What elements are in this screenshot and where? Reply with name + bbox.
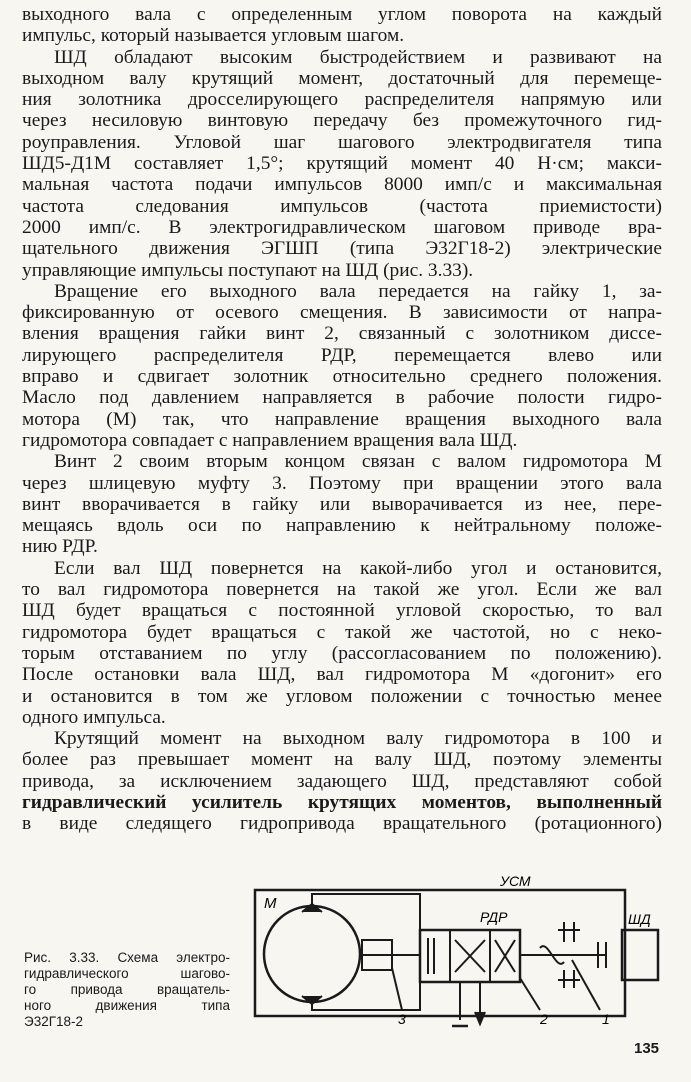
label-rdr: РДР: [480, 909, 508, 925]
text-line: в виде следящего гидропривода вращательного (ротационного): [22, 813, 662, 835]
stepper-motor: [622, 930, 658, 980]
text-line: торым отставанием по углу (рассогласованием по положению).: [22, 642, 662, 664]
text-line: ШД5-Д1М составляет 1,5°; крутящий момент 40 Н·см; макси-: [22, 153, 662, 175]
label-usm: УСМ: [500, 873, 531, 889]
text-line: Масло под давлением направляется в рабочие полости гидро-: [22, 387, 662, 409]
text-line: щательного движения ЭГШП (типа Э32Г18-2) электрические: [22, 238, 662, 260]
text-line: гидромотора будет вращаться с такой же частотой, но с неко-: [22, 621, 662, 643]
label-num-2: 2: [540, 1011, 548, 1027]
text-line: выходного вала с определенным углом поворота на каждый: [22, 4, 662, 25]
text-line: через шлицевую муфту 3. Поэтому при вращении этого вала: [22, 472, 662, 494]
caption-line: го привода вращатель-: [24, 982, 230, 997]
text-line: привода, за исключением задающего ШД, представляют собой: [22, 770, 662, 792]
text-line: ния золотника дросселирующего распределителя напрямую или: [22, 89, 662, 111]
text-line: то вал гидромотора повернется на такой же угол. Если же вал: [22, 579, 662, 601]
text-line: винт вворачивается в гайку или выворачивается из нее, пере-: [22, 493, 662, 515]
text-line: Крутящий момент на выходном валу гидромотора в 100 и: [54, 728, 662, 750]
text-line-bold-term: гидравлический усилитель крутящих моментов, выполненный: [22, 791, 662, 813]
label-shd: ШД: [628, 911, 651, 927]
text-line: частота следования импульсов (частота приемистости): [22, 195, 662, 217]
page-number: 135: [634, 1040, 660, 1057]
text-line: через несиловую винтовую передачу без промежуточного гид-: [22, 110, 662, 132]
label-motor: М: [264, 895, 277, 912]
text-line: гидромотора совпадает с направлением вращения вала ШД.: [22, 429, 518, 451]
body-text: [22, 4, 662, 835]
text-line: одного импульса.: [22, 706, 166, 728]
text-line: вления вращения гайки винт 2, связанный с золотником диссе-: [22, 323, 662, 345]
text-line: фиксированную от осевого смещения. В зависимости от напра-: [22, 302, 662, 324]
text-line: и остановится в том же угловом положении с точностью менее: [22, 685, 662, 707]
caption-line: Э32Г18-2: [24, 1014, 84, 1029]
figure-caption: [24, 950, 230, 1030]
text-line: вправо и сдвигает золотник относительно среднего положения.: [22, 366, 662, 388]
text-line: 2000 имп/с. В электрогидравлическом шаговом приводе вра-: [22, 216, 662, 238]
text-line: Если вал ШД повернется на какой-либо угол и остановится,: [54, 557, 662, 579]
text-line: Винт 2 своим вторым концом связан с валом гидромотора М: [54, 451, 662, 473]
text-line: ШД обладают высоким быстродействием и развивают на: [54, 46, 662, 68]
caption-line: ного движения типа: [24, 998, 230, 1013]
caption-line: гидравлического шагово-: [24, 966, 230, 981]
text-line: роуправления. Угловой шаг шагового электродвигателя типа: [22, 131, 662, 153]
text-line: выходном валу крутящий момент, достаточный для перемеще-: [22, 67, 662, 89]
text-line: импульс, который называется угловым шагом.: [22, 25, 405, 47]
text-line: лирующего распределителя РДР, перемещается влево или: [22, 344, 662, 366]
text-line: нию РДР.: [22, 536, 98, 558]
text-line: ШД будет вращаться с постоянной угловой скоростью, то вал: [22, 600, 662, 622]
caption-line: Рис. 3.33. Схема электро-: [24, 950, 230, 965]
text-line: Вращение его выходного вала передается на гайку 1, за-: [54, 280, 662, 302]
hydromotor: [264, 906, 360, 1002]
text-line: более раз превышает момент на валу ШД, поэтому элементы: [22, 749, 662, 771]
text-line: мальная частота подачи импульсов 8000 имп/с и максимальная: [22, 174, 662, 196]
label-num-3: 3: [398, 1011, 406, 1027]
label-num-1: 1: [602, 1011, 610, 1027]
text-line: мотора (М) так, что направление вращения выходного вала: [22, 408, 662, 430]
text-line: мещаясь вдоль оси по направлению к нейтральному положе-: [22, 515, 662, 537]
text-line: После остановки вала ШД, вал гидромотора М «догонит» его: [22, 664, 662, 686]
text-line: управляющие импульсы поступают на ШД (рис. 3.33).: [22, 259, 474, 281]
